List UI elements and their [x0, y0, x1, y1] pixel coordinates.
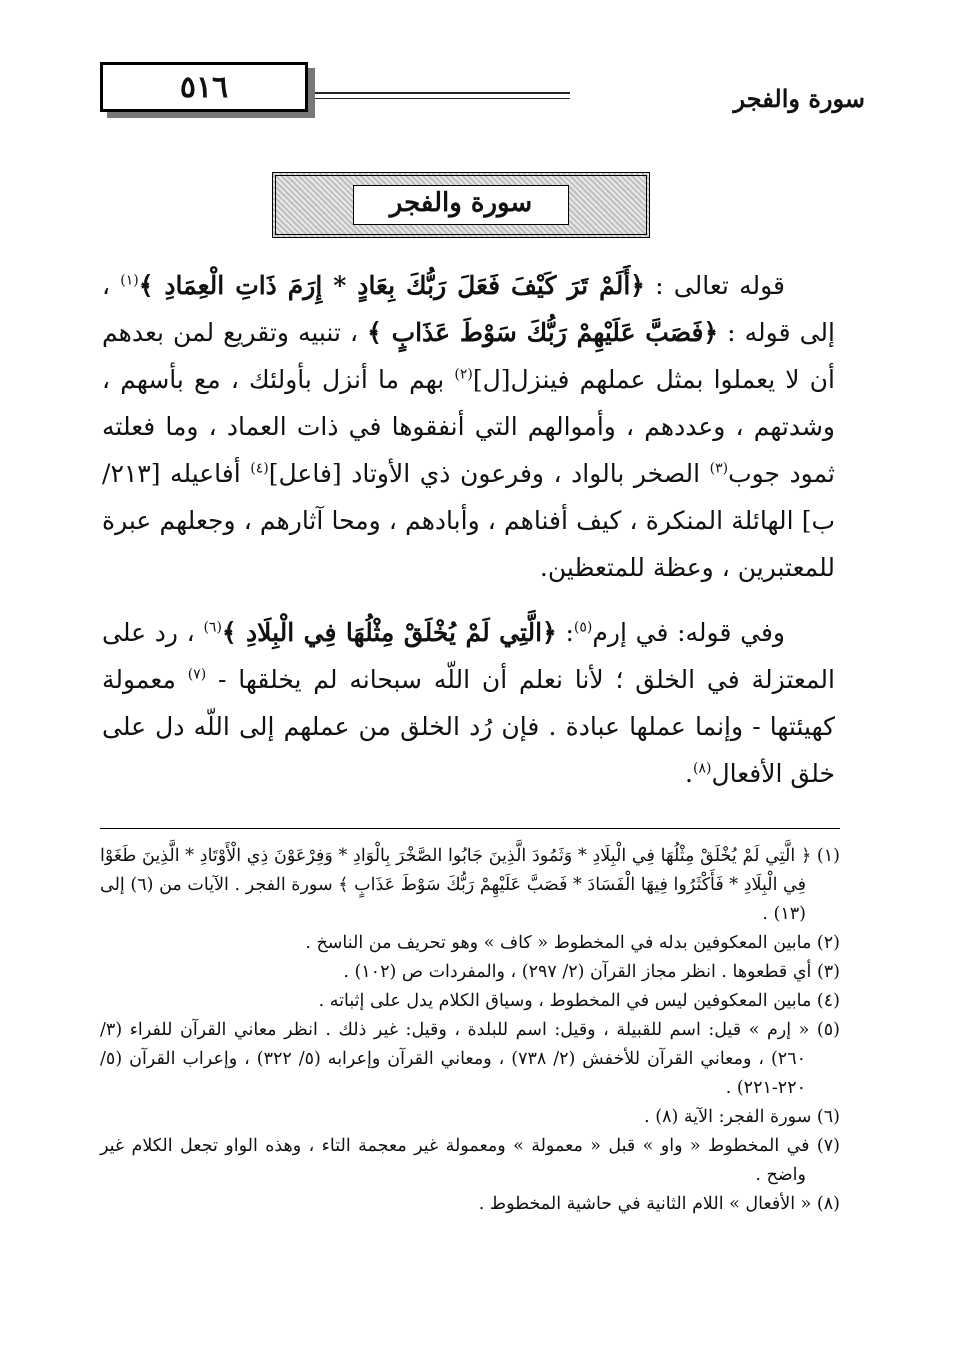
footnote-7: (٧) في المخطوط « واو » قبل « معمولة » ومعمولة غير معجمة التاء ، وهذه الواو تجعل الكلام غير واضح .: [100, 1136, 840, 1185]
footnote-ref: (٣): [709, 460, 729, 477]
surah-title-banner: [272, 172, 650, 238]
footnote-3: (٣) أي قطعوها . انظر مجاز القرآن (٢/ ٢٩٧) ، والمفردات ص (١٠٢) .: [343, 962, 840, 982]
header-rule: [315, 92, 570, 94]
text-run: :: [556, 618, 574, 647]
running-title: سورة والفجر: [733, 84, 865, 113]
footnote-ref: (١): [120, 272, 139, 289]
quran-verse: ﴿الَّتِي لَمْ يُخْلَقْ مِثْلُهَا فِي الْبِلَادِ ﴾: [221, 618, 557, 647]
page-header: [100, 62, 865, 122]
text-run: ، رد على المعتزلة في الخلق ؛ لأنا نعلم أن اللّه سبحانه لم يخلقها -: [102, 618, 835, 694]
text-run: بهم ما أنزل بأولئك ، مع بأسهم ، وشدتهم ، وعددهم ، وأموالهم التي أنفقوها في ذات العماد ، وما فعلته ثمود جوب: [102, 365, 835, 488]
footnote-ref: (٨): [693, 760, 712, 777]
header-rule-thin: [315, 98, 570, 99]
footnote-divider: [100, 828, 840, 829]
footnote-ref: (٧): [187, 666, 207, 683]
footnote-5: (٥) « إرم » قيل: اسم للقبيلة ، وقيل: اسم للبلدة ، وقيل: غير ذلك . انظر معاني القرآن للفراء (٣/ ٢٦٠) ، ومعاني القرآن للأخفش (٢/ ٧٣٨) ، ومعاني القرآن وإعرابه (٥/ ٣٢٢) ، وإعراب القرآن (٥/ ٢٢٠-٢٢١) .: [100, 1020, 840, 1098]
footnote-ref: (٤): [250, 460, 269, 477]
text-run: ، إلى قوله :: [102, 271, 835, 347]
text-run: وفي قوله: في إرم: [592, 618, 785, 647]
footnote-4: (٤) مابين المعكوفين ليس في المخطوط ، وسياق الكلام يدل على إثباته .: [318, 991, 840, 1011]
footnote-2: (٢) مابين المعكوفين بدله في المخطوط « كاف » وهو تحريف من الناسخ .: [305, 933, 840, 953]
footnote-ref: (٥): [573, 619, 593, 636]
text-run: ، تنبيه وتقريع لمن بعدهم أن لا يعملوا بمثل عملهم فينزل[ل]: [102, 318, 835, 394]
text-run: معمولة كهيئتها - وإنما عملها عبادة . فإن رُد الخلق من عملهم إلى اللّه دل على خلق الأفعال: [102, 665, 835, 788]
text-run: .: [685, 759, 693, 788]
text-run: الصخر بالواد ، وفرعون ذي الأوتاد [فاعل]: [268, 459, 710, 488]
main-text: [102, 262, 835, 797]
paragraph-1: [102, 262, 835, 591]
text-run: أفاعيله [٢١٣/ب] الهائلة المنكرة ، كيف أفناهم ، وأبادهم ، ومحا آثارهم ، وجعلهم عبرة للمعتبرين ، وعظة للمتعظين.: [102, 459, 835, 582]
footnote-1: (١) ﴿ الَّتِي لَمْ يُخْلَقْ مِثْلُهَا فِي الْبِلَادِ * وَثَمُودَ الَّذِينَ جَابُوا الصَّخْرَ بِالْوَادِ * وَفِرْعَوْنَ ذِي الْأَوْتَادِ * الَّذِينَ طَغَوْا فِي الْبِلَادِ * فَأَكْثَرُوا فِيهَا الْفَسَادَ * فَصَبَّ عَلَيْهِمْ رَبُّكَ سَوْطَ عَذَابٍ ﴾ سورة الفجر . الآيات من (٦) إلى (١٣) .: [100, 846, 840, 924]
text-run: قوله تعالى :: [644, 271, 785, 300]
footnote-ref: (٢): [454, 366, 473, 383]
footnote-8: (٨) « الأفعال » اللام الثانية في حاشية المخطوط .: [478, 1194, 840, 1214]
paragraph-2: [102, 609, 835, 797]
page-number: ٥١٦: [100, 62, 308, 112]
quran-verse: ﴿أَلَمْ تَرَ كَيْفَ فَعَلَ رَبُّكَ بِعَادٍ * إِرَمَ ذَاتِ الْعِمَادِ ﴾: [138, 271, 645, 300]
surah-title: سورة والفجر: [353, 185, 569, 225]
footnote-6: (٦) سورة الفجر: الآية (٨) .: [644, 1107, 840, 1127]
footnotes: [100, 842, 840, 1219]
footnote-ref: (٦): [203, 619, 222, 636]
quran-verse: ﴿فَصَبَّ عَلَيْهِمْ رَبُّكَ سَوْطَ عَذَابٍ ﴾: [367, 318, 719, 347]
